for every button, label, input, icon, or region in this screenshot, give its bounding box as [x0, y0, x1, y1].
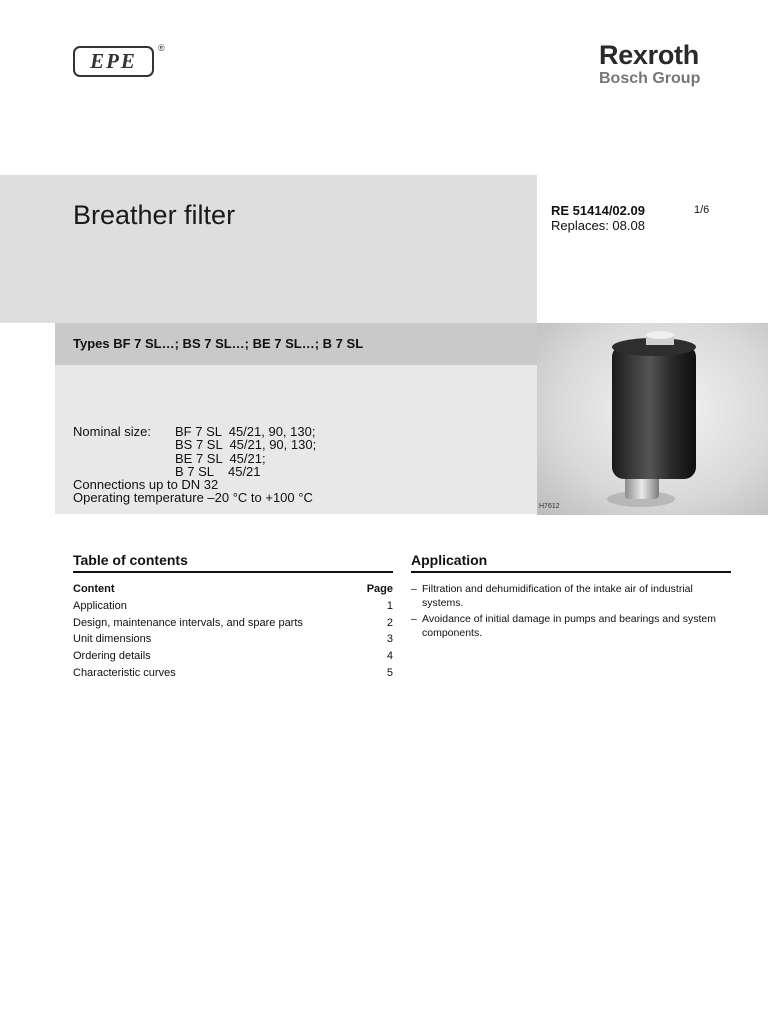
toc-page: 4	[386, 650, 393, 662]
toc-page: 3	[386, 633, 393, 645]
toc-page-header: Page	[366, 583, 393, 595]
epe-logo: EPE	[73, 46, 154, 77]
toc-page: 1	[386, 600, 393, 612]
temperature-line: Operating temperature –20 °C to +100 °C	[73, 490, 313, 506]
nominal-size-item: B 7 SL 45/21	[175, 463, 261, 479]
toc-row	[73, 600, 393, 612]
toc-page: 2	[386, 617, 393, 629]
toc-label: Characteristic curves	[73, 667, 176, 679]
toc-label: Design, maintenance intervals, and spare parts	[73, 617, 303, 629]
toc-row	[73, 667, 393, 679]
toc-rule	[73, 571, 393, 573]
page-number: 1/6	[694, 204, 710, 216]
toc-row	[73, 633, 393, 645]
document-number: RE 51414/02.09	[551, 203, 645, 218]
nominal-size-list	[175, 425, 316, 478]
breather-filter-image	[537, 323, 768, 515]
nominal-size-item: BS 7 SL 45/21, 90, 130;	[175, 437, 317, 453]
toc-header-row	[73, 583, 393, 595]
application-text: Filtration and dehumidification of the intake air of industrial systems.	[422, 583, 693, 609]
bullet-dash: –	[411, 613, 417, 625]
toc-label: Application	[73, 600, 127, 612]
toc-label: Ordering details	[73, 650, 151, 662]
toc-page: 5	[386, 667, 393, 679]
toc-row	[73, 617, 393, 629]
spec-extra	[73, 478, 313, 505]
bullet-dash: –	[411, 583, 417, 595]
application-item	[411, 583, 731, 610]
connections-line: Connections up to DN 32	[73, 477, 219, 492]
toc-heading: Table of contents	[73, 552, 188, 568]
toc-row	[73, 650, 393, 662]
nominal-size-item: BE 7 SL 45/21;	[175, 450, 266, 466]
title-panel	[0, 175, 537, 323]
nominal-size-item: BF 7 SL 45/21, 90, 130;	[175, 424, 316, 439]
registered-mark: ®	[158, 43, 165, 53]
photo-code: H7612	[539, 503, 560, 510]
bosch-group-label: Bosch Group	[599, 70, 701, 87]
application-rule	[411, 571, 731, 573]
application-text: Avoidance of initial damage in pumps and bearings and system components.	[422, 613, 716, 639]
rexroth-logo: Rexroth	[599, 40, 699, 70]
replaces-note: Replaces: 08.08	[551, 218, 645, 233]
types-heading: Types BF 7 SL…; BS 7 SL…; BE 7 SL…; B 7 SL	[73, 336, 364, 351]
application-item	[411, 613, 731, 640]
application-heading: Application	[411, 552, 488, 568]
toc-content-header: Content	[73, 583, 115, 595]
document-title: Breather filter	[73, 200, 236, 230]
toc-label: Unit dimensions	[73, 633, 152, 645]
nominal-size-label: Nominal size:	[73, 424, 152, 439]
product-photo	[537, 323, 768, 515]
